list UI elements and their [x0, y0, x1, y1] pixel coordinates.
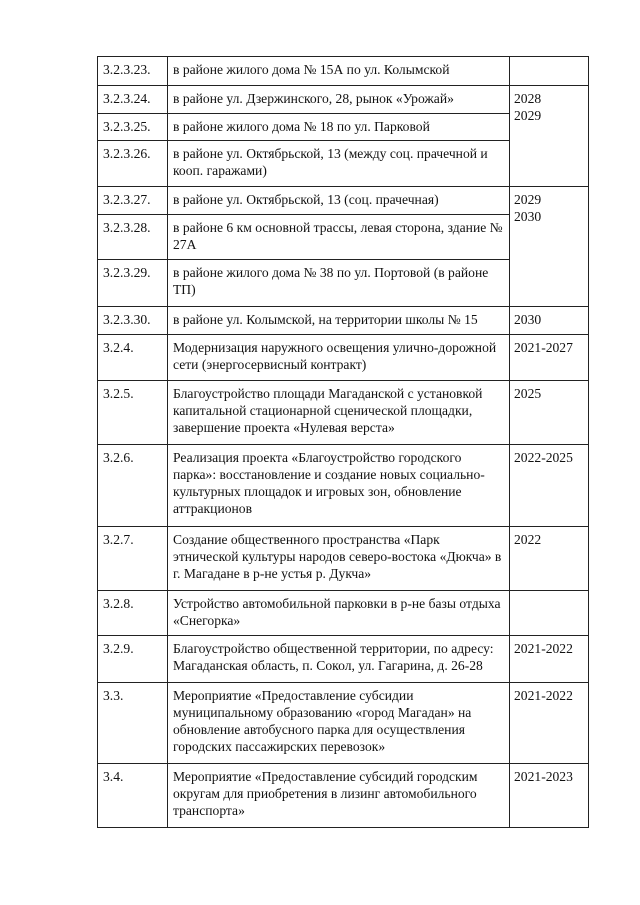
table-row	[98, 86, 589, 114]
row-description: Реализация проекта «Благоустройство городского парка»: восстановление и создание новых социально-культурных площадок и игровых зон, обновление аттракционов	[168, 445, 510, 527]
row-number: 3.4.	[98, 764, 168, 828]
row-description: Создание общественного пространства «Парк этнической культуры народов северо-востока «Дюкча» в г. Магадане в р-не устья р. Дукча»	[168, 527, 510, 591]
table-row	[98, 381, 589, 445]
row-number: 3.2.3.25.	[98, 114, 168, 141]
row-year: 2021-2022	[510, 683, 589, 764]
row-description: Благоустройство общественной территории, по адресу: Магаданская область, п. Сокол, ул. Гагарина, д. 26-28	[168, 636, 510, 683]
row-number: 3.3.	[98, 683, 168, 764]
row-year: 2030	[510, 307, 589, 335]
year-line: 2028	[514, 91, 542, 106]
table-row	[98, 591, 589, 636]
row-year: 2022-2025	[510, 445, 589, 527]
row-description: в районе ул. Дзержинского, 28, рынок «Урожай»	[168, 86, 510, 114]
row-number: 3.2.3.26.	[98, 141, 168, 187]
row-description: в районе ул. Колымской, на территории школы № 15	[168, 307, 510, 335]
year-line: 2029	[514, 192, 542, 207]
row-year: 2021-2023	[510, 764, 589, 828]
row-year: 2021-2022	[510, 636, 589, 683]
table-row	[98, 307, 589, 335]
row-year	[510, 591, 589, 636]
row-number: 3.2.7.	[98, 527, 168, 591]
row-year	[510, 57, 589, 86]
row-description: Благоустройство площади Магаданской с установкой капитальной стационарной сценической площадки, завершение проекта «Нулевая верста»	[168, 381, 510, 445]
row-number: 3.2.4.	[98, 335, 168, 381]
row-number: 3.2.6.	[98, 445, 168, 527]
row-year-merged	[510, 86, 589, 187]
row-year-merged	[510, 187, 589, 307]
table-row	[98, 527, 589, 591]
row-number: 3.2.3.27.	[98, 187, 168, 215]
year-line: 2030	[514, 209, 542, 224]
row-year: 2021-2027	[510, 335, 589, 381]
row-number: 3.2.3.23.	[98, 57, 168, 86]
activities-table	[97, 56, 589, 828]
table-row	[98, 445, 589, 527]
row-year: 2022	[510, 527, 589, 591]
row-description: в районе ул. Октябрьской, 13 (соц. прачечная)	[168, 187, 510, 215]
row-number: 3.2.3.29.	[98, 260, 168, 307]
year-line: 2029	[514, 108, 542, 123]
row-description: Мероприятие «Предоставление субсидий городским округам для приобретения в лизинг автомобильного транспорта»	[168, 764, 510, 828]
row-number: 3.2.9.	[98, 636, 168, 683]
row-description: Модернизация наружного освещения улично-дорожной сети (энергосервисный контракт)	[168, 335, 510, 381]
row-description: в районе жилого дома № 15А по ул. Колымской	[168, 57, 510, 86]
table-row	[98, 764, 589, 828]
row-description: Мероприятие «Предоставление субсидии муниципальному образованию «город Магадан» на обновление автобусного парка для осуществления городских пассажирских перевозок»	[168, 683, 510, 764]
table-row	[98, 57, 589, 86]
table-row	[98, 335, 589, 381]
row-number: 3.2.8.	[98, 591, 168, 636]
row-number: 3.2.3.24.	[98, 86, 168, 114]
row-year: 2025	[510, 381, 589, 445]
table-row	[98, 683, 589, 764]
row-description: в районе жилого дома № 18 по ул. Парковой	[168, 114, 510, 141]
row-number: 3.2.5.	[98, 381, 168, 445]
row-number: 3.2.3.28.	[98, 215, 168, 260]
row-description: в районе жилого дома № 38 по ул. Портовой (в районе ТП)	[168, 260, 510, 307]
row-number: 3.2.3.30.	[98, 307, 168, 335]
row-description: в районе 6 км основной трассы, левая сторона, здание № 27А	[168, 215, 510, 260]
table-row	[98, 636, 589, 683]
table-row	[98, 187, 589, 215]
row-description: Устройство автомобильной парковки в р-не базы отдыха «Снегорка»	[168, 591, 510, 636]
row-description: в районе ул. Октябрьской, 13 (между соц. прачечной и кооп. гаражами)	[168, 141, 510, 187]
